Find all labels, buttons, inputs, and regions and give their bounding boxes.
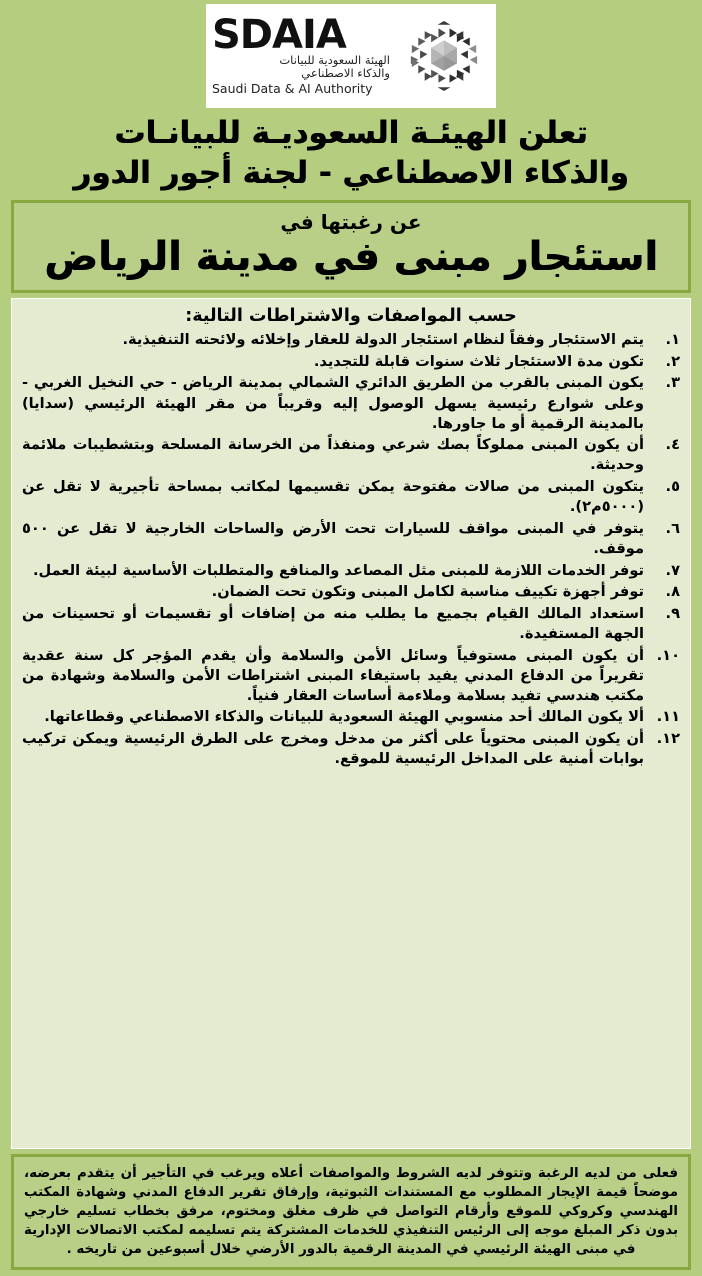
title-main: استئجار مبنى في مدينة الرياض [44,234,658,281]
list-item-number: ١١. [656,708,680,726]
conditions-panel [11,298,691,1149]
list-item [22,373,680,433]
conditions-heading: حسب المواصفات والاشتراطات التالية: [185,306,517,327]
list-item [22,707,680,727]
list-item-number: ٩. [665,604,680,622]
list-item-text: أن يكون المبنى مستوفياً وسائل الأمن والسلامة وأن يقدم المؤجر كل سنة عقدية تقريراً من الدفاع المدني يفيد باستيفاء المبنى اشتراطات الأمن والسلامة وشهادة من مكتب هندسي تفيد بسلامة وملاءمة أساسات العقار فنياً. [22,646,644,704]
list-item-number: ١٢. [656,730,680,748]
list-item-text: أن يكون المبنى محتوياً على أكثر من مدخل ومخرج على الطرق الرئيسية ويمكن تركيب بوابات أمنية على المداخل الرئيسية للموقع. [22,730,644,768]
list-item-text: استعداد المالك القيام بجميع ما يطلب منه من إضافات أو تقسيمات أو تحسينات من الجهة المستفيدة. [22,604,644,642]
list-item [22,561,680,581]
list-item-number: ٤. [665,436,680,454]
list-item-text: يتكون المبنى من صالات مفتوحة يمكن تقسيمها لمكاتب بمساحة تأجيرية لا تقل عن (٥٠٠٠م٢). [22,478,644,516]
title-frame [11,200,691,293]
logo-english-name: Saudi Data & AI Authority [212,80,373,96]
logo-text-block [212,11,390,97]
list-item-number: ١. [665,331,680,349]
list-item-text: تكون مدة الاستئجار ثلاث سنوات قابلة للتجديد. [313,352,644,370]
logo-arabic-line-2: والذكاء الاصطناعي [301,66,390,81]
list-item-number: ١٠. [656,646,680,664]
list-item-number: ٦. [665,519,680,537]
list-item [22,519,680,559]
sdaia-hexagon-logo-icon [398,10,490,102]
list-item-text: توفر أجهزة تكييف مناسبة لكامل المبنى وتكون تحت الضمان. [211,583,644,601]
list-item-number: ٨. [665,583,680,601]
list-item [22,330,680,350]
list-item-text: يكون المبنى بالقرب من الطريق الدائري الشمالي بمدينة الرياض - حي النخيل الغربي - وعلى شوارع رئيسية يسهل الوصول إليه وقريباً من مقر الهيئة الرئيسي (سدايا) بالمدينة الرقمية أو ما جاورها. [22,374,644,432]
title-subtitle: عن رغبتها في [280,210,422,235]
logo-box [206,4,496,108]
headline-line-1: تعلن الهيئـة السعوديـة للبيانـات [114,115,588,151]
list-item-number: ٧. [665,561,680,579]
logo-arabic-line-1: الهيئة السعودية للبيانات [279,52,390,67]
list-item-text: أن يكون المبنى مملوكاً بصك شرعي ومنفذاً من الخرسانة المسلحة وبتشطيبات ملائمة وحديثة. [22,436,644,474]
list-item [22,582,680,602]
list-item [22,646,680,706]
submission-instructions: فعلى من لديه الرغبة وتتوفر لديه الشروط والمواصفات أعلاه ويرغب في التأجير أن يتقدم بعرضه، موضحاً قيمة الإيجار المطلوب مع المستندات الثبوتية، وإرفاق تقرير الدفاع المدني وشهادة المكتب الهندسي وكروكي للموقع وأرقام التواصل في ظرف مغلق ومختوم، مرفق بخطاب تسليم خارجي بدون ذكر المبلغ موجه إلى الرئيس التنفيذي للخدمات المشتركة يتم تسليمه لمكتب الاتصالات الإدارية في مبنى الهيئة الرئيسي في المدينة الرقمية بالدور الأرضي خلال أسبوعين من تاريخه . [11,1154,691,1270]
list-item [22,435,680,475]
logo-acronym: SDAIA [212,11,346,58]
list-item-number: ٥. [665,478,680,496]
list-item-text: يتم الاستئجار وفقاً لنظام استئجار الدولة للعقار وإخلائه ولائحته التنفيذية. [122,331,644,349]
list-item-number: ٣. [665,374,680,392]
list-item-number: ٢. [665,352,680,370]
announcement-headline [8,108,694,197]
list-item [22,729,680,769]
conditions-list [22,330,680,769]
list-item [22,477,680,517]
list-item-text: يتوفر في المبنى مواقف للسيارات تحت الأرض والساحات الخارجية لا تقل عن ٥٠٠ موقف. [22,519,644,557]
list-item [22,352,680,372]
list-item [22,604,680,644]
logo-header [8,0,694,108]
list-item-text: ألا يكون المالك أحد منسوبي الهيئة السعودية للبيانات والذكاء الاصطناعي وقطاعاتها. [44,708,644,726]
headline-line-2: والذكاء الاصطناعي - لجنة أجور الدور [73,154,629,191]
list-item-text: توفر الخدمات اللازمة للمبنى مثل المصاعد والمنافع والمتطلبات الأساسية لبيئة العمل. [33,561,644,579]
